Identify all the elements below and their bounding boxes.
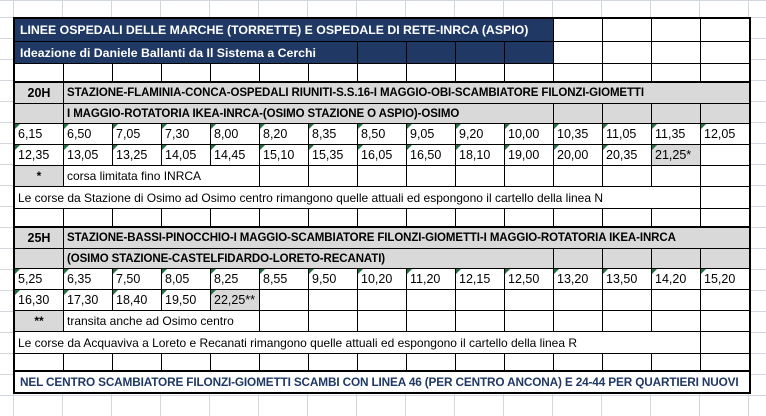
line25-times-row-1	[15, 268, 749, 289]
title-row	[15, 19, 749, 41]
empty-cell[interactable]	[406, 310, 455, 331]
empty-cell[interactable]	[161, 63, 210, 81]
empty-cell[interactable]	[112, 353, 161, 370]
empty-cell[interactable]	[63, 208, 112, 226]
empty-cell[interactable]	[210, 353, 259, 370]
time-cell[interactable]: 7,30	[161, 123, 210, 144]
time-cell[interactable]: 15,20	[700, 268, 749, 289]
empty-cell[interactable]	[259, 208, 308, 226]
time-cell[interactable]: 8,20	[259, 123, 308, 144]
empty-cell[interactable]	[308, 63, 357, 81]
time-cell[interactable]: 11,05	[602, 123, 651, 144]
page-title: LINEE OSPEDALI DELLE MARCHE (TORRETTE) E OSPEDALE DI RETE-INRCA (ASPIO)	[15, 19, 553, 41]
empty-cell[interactable]	[602, 103, 651, 123]
time-cell[interactable]: 12,15	[455, 268, 504, 289]
empty-cell[interactable]	[651, 289, 700, 310]
empty-cell[interactable]	[406, 353, 455, 370]
empty-cell[interactable]	[455, 289, 504, 310]
empty-cell[interactable]	[15, 103, 63, 123]
line20-footnote-row	[15, 165, 749, 186]
empty-cell[interactable]	[700, 144, 749, 165]
empty-cell[interactable]	[700, 103, 749, 123]
time-cell[interactable]: 8,25	[210, 268, 259, 289]
empty-cell[interactable]	[455, 353, 504, 370]
empty-cell[interactable]	[161, 353, 210, 370]
time-cell[interactable]: 10,20	[357, 268, 406, 289]
line25-footnote-symbol[interactable]: **	[15, 310, 63, 331]
empty-cell[interactable]	[651, 208, 700, 226]
empty-cell[interactable]	[357, 63, 406, 81]
empty-cell[interactable]	[406, 165, 455, 186]
spacer-row	[15, 353, 749, 370]
empty-cell[interactable]	[602, 63, 651, 81]
empty-cell[interactable]	[553, 19, 602, 41]
time-cell[interactable]: 14,20	[651, 268, 700, 289]
line25-note-row	[15, 331, 749, 353]
empty-cell[interactable]	[504, 353, 553, 370]
spacer-row	[15, 208, 749, 226]
empty-cell[interactable]	[651, 63, 700, 81]
empty-cell[interactable]	[602, 165, 651, 186]
empty-cell[interactable]	[63, 353, 112, 370]
empty-cell[interactable]	[504, 208, 553, 226]
empty-cell[interactable]	[504, 41, 553, 63]
line20-header-row-2	[15, 103, 749, 123]
empty-cell[interactable]	[700, 208, 749, 226]
empty-cell[interactable]	[259, 289, 308, 310]
empty-cell[interactable]	[308, 310, 357, 331]
empty-cell[interactable]	[112, 63, 161, 81]
time-cell[interactable]: 22,25**	[210, 289, 259, 310]
empty-cell[interactable]	[259, 353, 308, 370]
empty-cell[interactable]	[602, 310, 651, 331]
line20-route-1: STAZIONE-FLAMINIA-CONCA-OSPEDALI RIUNITI-S.S.16-I MAGGIO-OBI-SCAMBIATORE FILONZI-GIOMETTI	[63, 81, 749, 103]
empty-cell[interactable]	[553, 103, 602, 123]
subtitle-row	[15, 41, 749, 63]
time-cell[interactable]: 12,50	[504, 268, 553, 289]
time-cell[interactable]: 9,50	[308, 268, 357, 289]
time-cell[interactable]: 15,35	[308, 144, 357, 165]
line20-times-row-2	[15, 144, 749, 165]
line25-header-row	[15, 226, 749, 248]
empty-cell[interactable]	[308, 289, 357, 310]
empty-cell[interactable]	[651, 248, 700, 268]
empty-cell[interactable]	[357, 208, 406, 226]
line25-header-row-2	[15, 248, 749, 268]
time-cell[interactable]: 14,05	[161, 144, 210, 165]
line25-footnote-text: transita anche ad Osimo centro	[63, 310, 259, 331]
empty-cell[interactable]	[700, 289, 749, 310]
line25-route-2: (OSIMO STAZIONE-CASTELFIDARDO-LORETO-RECANATI)	[63, 248, 553, 268]
empty-cell[interactable]	[651, 41, 700, 63]
empty-cell[interactable]	[308, 165, 357, 186]
empty-cell[interactable]	[651, 19, 700, 41]
time-cell[interactable]: 16,30	[15, 289, 63, 310]
empty-cell[interactable]	[308, 353, 357, 370]
empty-cell[interactable]	[700, 186, 749, 208]
empty-cell[interactable]	[406, 41, 455, 63]
line20-footnote-symbol[interactable]: *	[15, 165, 63, 186]
line20-times-row-1	[15, 123, 749, 144]
time-cell[interactable]: 11,35	[651, 123, 700, 144]
time-cell[interactable]: 21,25*	[651, 144, 700, 165]
time-cell[interactable]: 9,05	[406, 123, 455, 144]
time-cell[interactable]: 7,50	[112, 268, 161, 289]
time-cell[interactable]: 5,25	[15, 268, 63, 289]
empty-cell[interactable]	[15, 353, 63, 370]
empty-cell[interactable]	[357, 289, 406, 310]
time-cell[interactable]: 9,20	[455, 123, 504, 144]
line25-note: Le corse da Acquaviva a Loreto e Recanati rimangono quelle attuali ed espongono il cartello della linea R	[15, 331, 700, 353]
empty-cell[interactable]	[455, 41, 504, 63]
empty-cell[interactable]	[602, 19, 651, 41]
empty-cell[interactable]	[15, 208, 63, 226]
empty-cell[interactable]	[259, 165, 308, 186]
line20-route-2: I MAGGIO-ROTATORIA IKEA-INRCA-(OSIMO STAZIONE O ASPIO)-OSIMO	[63, 103, 553, 123]
empty-cell[interactable]	[553, 208, 602, 226]
empty-cell[interactable]	[406, 208, 455, 226]
empty-cell[interactable]	[504, 310, 553, 331]
line25-times-row-2	[15, 289, 749, 310]
empty-cell[interactable]	[700, 248, 749, 268]
empty-cell[interactable]	[63, 63, 112, 81]
empty-cell[interactable]	[553, 310, 602, 331]
empty-cell[interactable]	[455, 310, 504, 331]
time-cell[interactable]: 7,05	[112, 123, 161, 144]
empty-cell[interactable]	[15, 248, 63, 268]
empty-cell[interactable]	[651, 103, 700, 123]
empty-cell[interactable]	[602, 248, 651, 268]
line25-code[interactable]: 25H	[15, 226, 63, 248]
time-cell[interactable]: 13,20	[553, 268, 602, 289]
time-cell[interactable]: 12,05	[700, 123, 749, 144]
line25-footnote-row	[15, 310, 749, 331]
time-cell[interactable]: 20,00	[553, 144, 602, 165]
footer-row	[15, 370, 749, 392]
time-cell[interactable]: 8,35	[308, 123, 357, 144]
empty-cell[interactable]	[406, 63, 455, 81]
empty-cell[interactable]	[553, 353, 602, 370]
empty-cell[interactable]	[602, 353, 651, 370]
empty-cell[interactable]	[455, 165, 504, 186]
empty-cell[interactable]	[602, 289, 651, 310]
time-cell[interactable]: 13,05	[63, 144, 112, 165]
empty-cell[interactable]	[259, 310, 308, 331]
interchange-banner: NEL CENTRO SCAMBIATORE FILONZI-GIOMETTI SCAMBI CON LINEA 46 (PER CENTRO ANCONA) E 24-44 PER QUARTIERI NUOVI	[15, 370, 749, 392]
time-cell[interactable]: 6,35	[63, 268, 112, 289]
line20-code[interactable]: 20H	[15, 81, 63, 103]
timetable-table	[13, 17, 751, 394]
spacer-row	[15, 63, 749, 81]
empty-cell[interactable]	[504, 63, 553, 81]
time-cell[interactable]: 11,20	[406, 268, 455, 289]
time-cell[interactable]: 20,35	[602, 144, 651, 165]
empty-cell[interactable]	[112, 208, 161, 226]
time-cell[interactable]: 10,35	[553, 123, 602, 144]
empty-cell[interactable]	[455, 63, 504, 81]
empty-cell[interactable]	[308, 208, 357, 226]
empty-cell[interactable]	[210, 208, 259, 226]
time-cell[interactable]: 8,05	[161, 268, 210, 289]
time-cell[interactable]: 13,25	[112, 144, 161, 165]
empty-cell[interactable]	[651, 165, 700, 186]
empty-cell[interactable]	[700, 165, 749, 186]
time-cell[interactable]: 8,00	[210, 123, 259, 144]
line20-note-row	[15, 186, 749, 208]
empty-cell[interactable]	[406, 289, 455, 310]
line20-header-row	[15, 81, 749, 103]
empty-cell[interactable]	[553, 289, 602, 310]
time-cell[interactable]: 15,10	[259, 144, 308, 165]
line20-note: Le corse da Stazione di Osimo ad Osimo centro rimangono quelle attuali ed espongono il cartello della linea N	[15, 186, 700, 208]
time-cell[interactable]: 8,50	[357, 123, 406, 144]
empty-cell[interactable]	[700, 19, 749, 41]
empty-cell[interactable]	[602, 208, 651, 226]
page-subtitle: Ideazione di Daniele Ballanti da Il Sistema a Cerchi	[15, 41, 357, 63]
time-cell[interactable]: 18,10	[455, 144, 504, 165]
empty-cell[interactable]	[700, 63, 749, 81]
empty-cell[interactable]	[15, 63, 63, 81]
empty-cell[interactable]	[210, 63, 259, 81]
empty-cell[interactable]	[602, 41, 651, 63]
empty-cell[interactable]	[553, 41, 602, 63]
empty-cell[interactable]	[455, 208, 504, 226]
empty-cell[interactable]	[553, 248, 602, 268]
empty-cell[interactable]	[357, 310, 406, 331]
empty-cell[interactable]	[504, 165, 553, 186]
time-cell[interactable]: 8,55	[259, 268, 308, 289]
time-cell[interactable]: 6,50	[63, 123, 112, 144]
empty-cell[interactable]	[357, 165, 406, 186]
empty-cell[interactable]	[651, 310, 700, 331]
empty-cell[interactable]	[651, 353, 700, 370]
time-cell[interactable]: 10,00	[504, 123, 553, 144]
time-cell[interactable]: 19,00	[504, 144, 553, 165]
time-cell[interactable]: 16,05	[357, 144, 406, 165]
empty-cell[interactable]	[700, 331, 749, 353]
empty-cell[interactable]	[259, 63, 308, 81]
time-cell[interactable]: 13,50	[602, 268, 651, 289]
line25-route-1: STAZIONE-BASSI-PINOCCHIO-I MAGGIO-SCAMBIATORE FILONZI-GIOMETTI-I MAGGIO-ROTATORIA IKEA-INRCA	[63, 226, 749, 248]
empty-cell[interactable]	[700, 310, 749, 331]
empty-cell[interactable]	[357, 353, 406, 370]
empty-cell[interactable]	[161, 208, 210, 226]
time-cell[interactable]: 17,30	[63, 289, 112, 310]
empty-cell[interactable]	[553, 63, 602, 81]
empty-cell[interactable]	[504, 289, 553, 310]
empty-cell[interactable]	[700, 353, 749, 370]
empty-cell[interactable]	[700, 41, 749, 63]
time-cell[interactable]: 19,50	[161, 289, 210, 310]
time-cell[interactable]: 18,40	[112, 289, 161, 310]
empty-cell[interactable]	[357, 41, 406, 63]
time-cell[interactable]: 6,15	[15, 123, 63, 144]
empty-cell[interactable]	[553, 165, 602, 186]
time-cell[interactable]: 14,45	[210, 144, 259, 165]
line20-footnote-text: corsa limitata fino INRCA	[63, 165, 259, 186]
time-cell[interactable]: 16,50	[406, 144, 455, 165]
time-cell[interactable]: 12,35	[15, 144, 63, 165]
